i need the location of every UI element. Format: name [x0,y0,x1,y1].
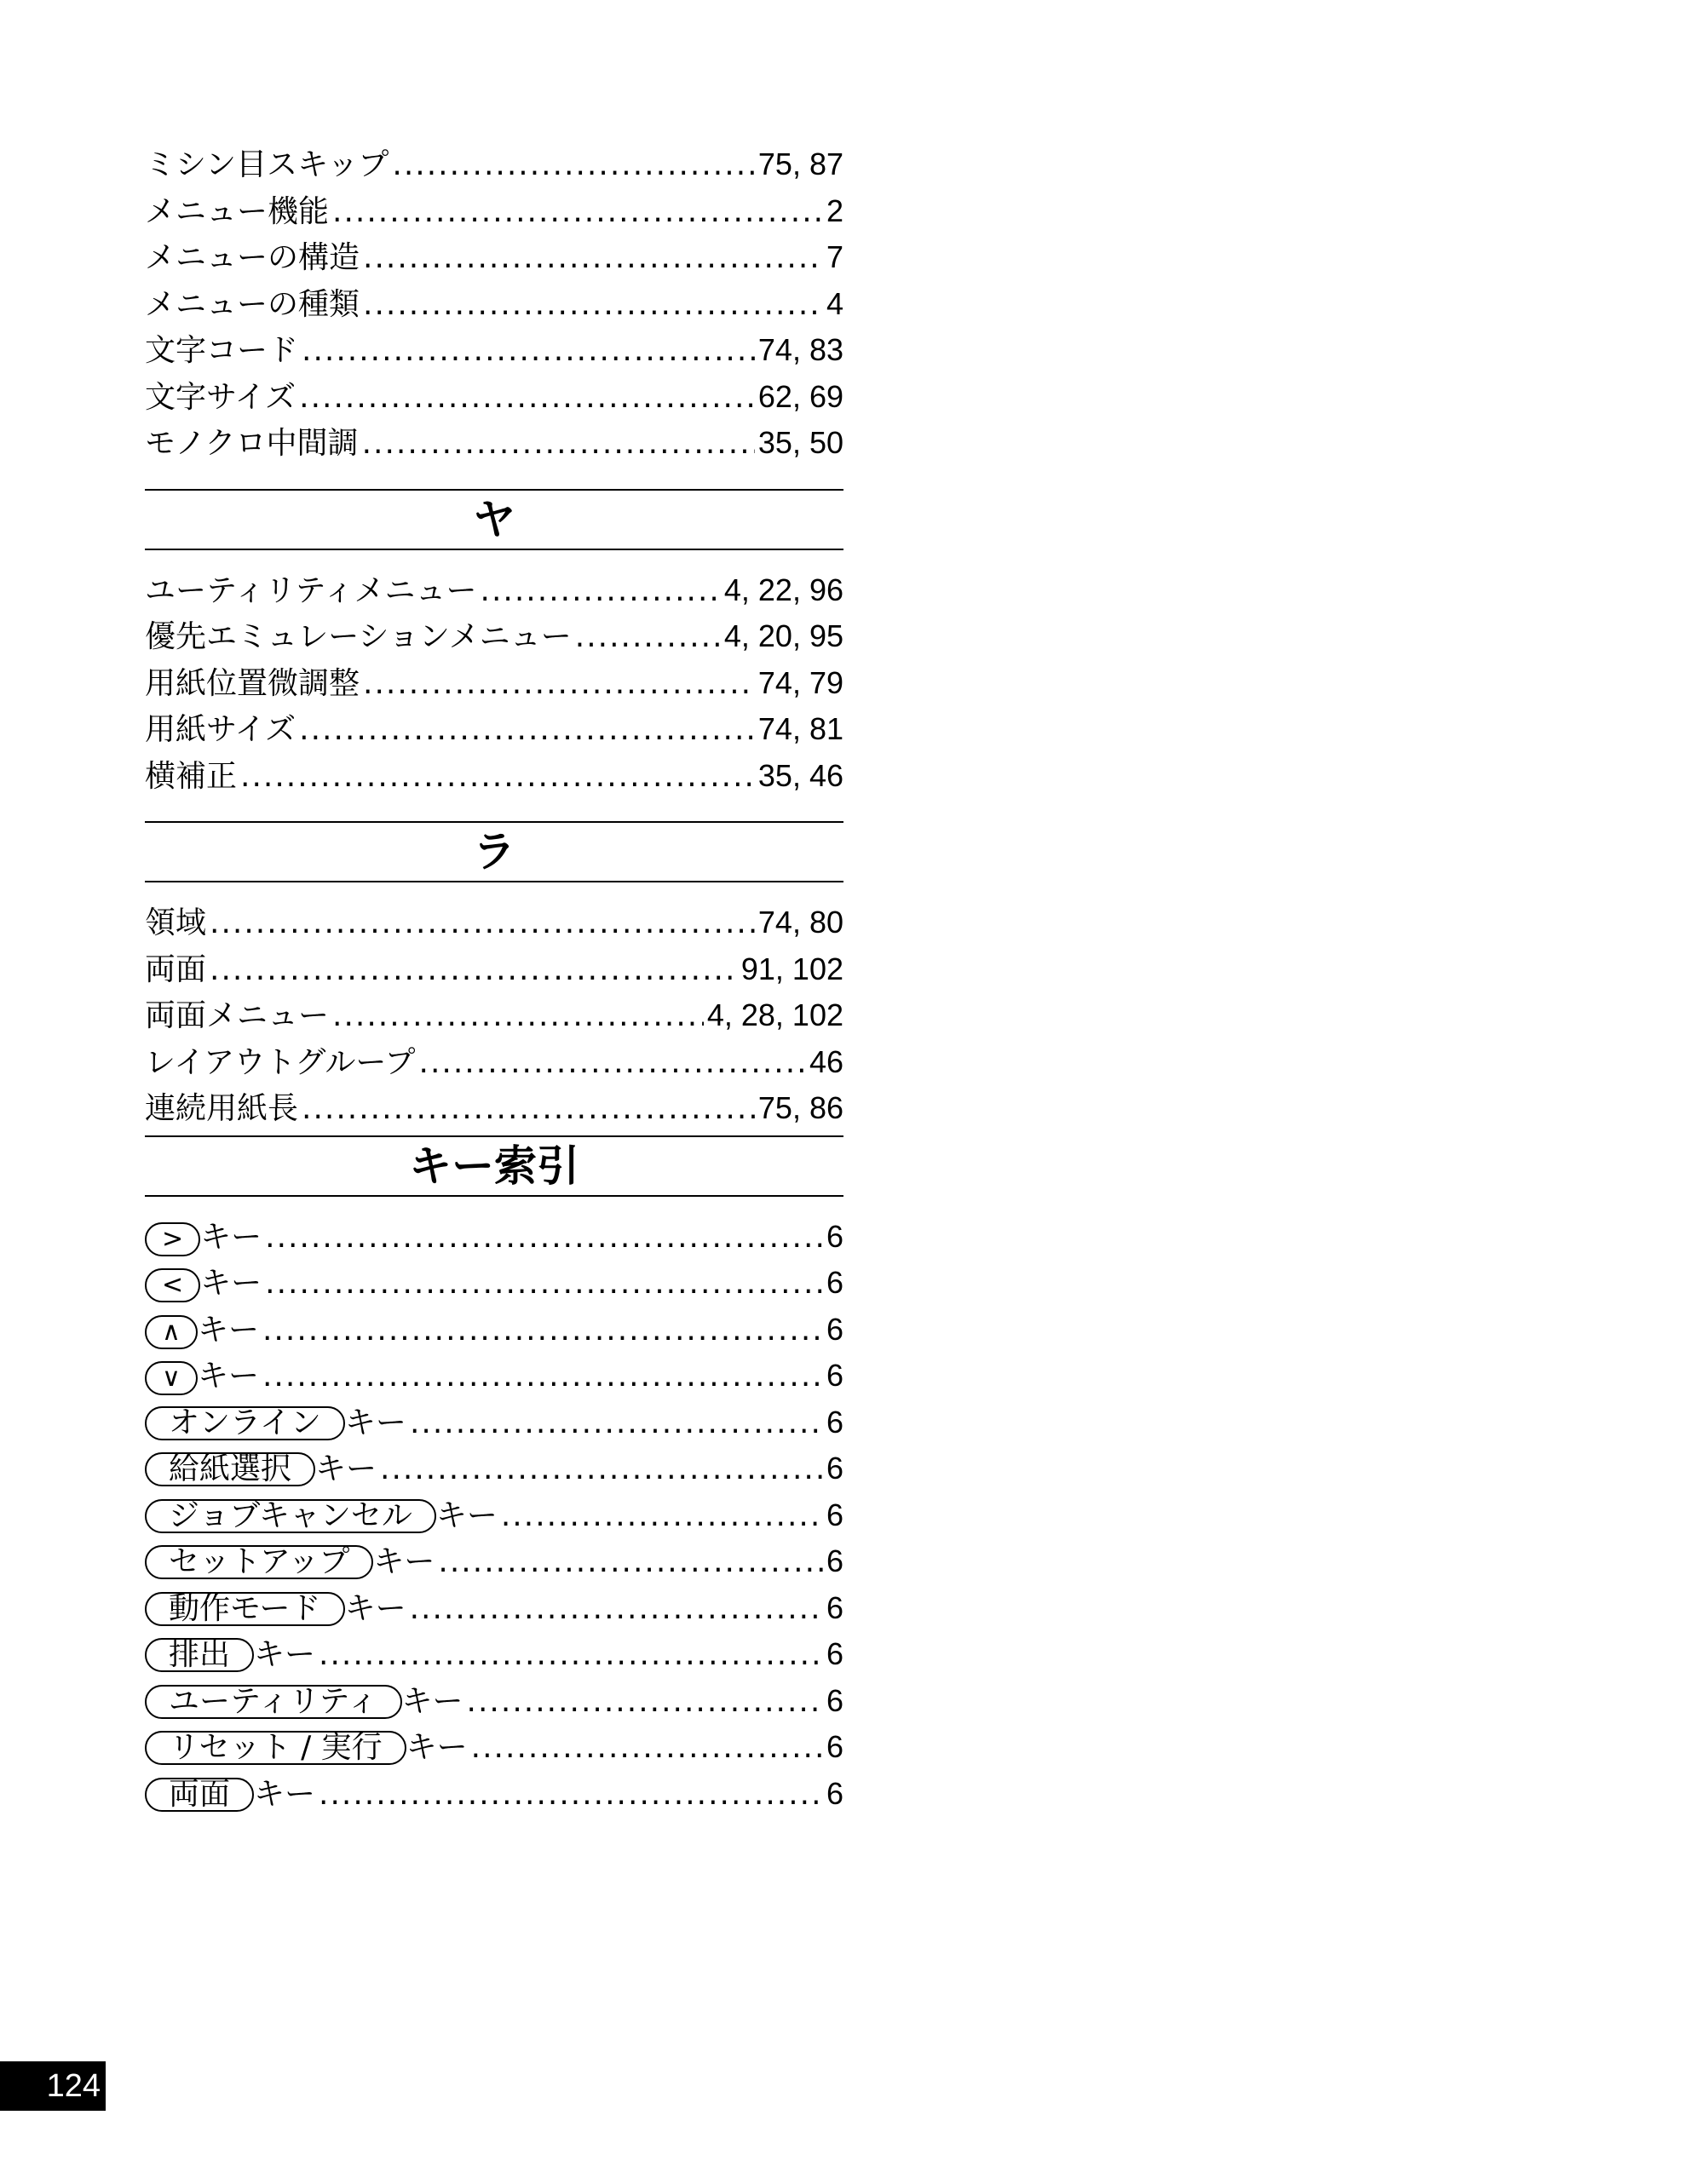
dot-leader [410,1400,823,1447]
key-suffix: キー [197,1359,259,1394]
key-suffix: キー [406,1730,468,1765]
index-pages: 74, 80 [757,905,843,940]
index-list-ya [145,567,843,800]
section-heading-keys: キー索引 [145,1135,843,1197]
key-suffix: キー [401,1683,463,1719]
dot-leader [262,1354,823,1400]
dot-leader [501,1493,823,1540]
key-entry [145,1445,843,1492]
dot-leader [575,614,721,661]
index-pages: 91, 102 [740,951,843,986]
keycap-reset-execute: リセット / 実行 [145,1731,406,1765]
dot-leader [302,1086,755,1133]
key-entry [145,1771,843,1818]
index-list-ra [145,899,843,1132]
key-suffix: キー [344,1590,406,1626]
key-term [145,1772,315,1819]
dot-leader [210,947,738,994]
keycap-right-arrow: > [145,1222,200,1256]
index-pages: 6 [826,1497,843,1532]
index-entry [145,567,843,614]
keycap-eject: 排出 [145,1638,254,1672]
dot-leader [262,1308,823,1354]
keycap-operation-mode: 動作モード [145,1592,345,1626]
index-term: メニューの構造 [145,240,360,275]
key-term [145,1215,262,1262]
index-term: 連続用紙長 [145,1091,299,1126]
key-entry [145,1260,843,1307]
index-entry [145,420,843,467]
dot-leader [299,707,755,754]
index-column [145,141,843,1817]
index-pages: 6 [826,1775,843,1811]
index-entry [145,613,843,660]
dot-leader [332,189,823,236]
key-term [145,1493,498,1540]
keycap-utility: ユーティリティ [145,1685,402,1719]
index-pages: 6 [826,1218,843,1254]
keycap-job-cancel: ジョブキャンセル [145,1499,436,1533]
key-entry [145,1307,843,1354]
key-term [145,1400,406,1447]
index-entry [145,327,843,374]
dot-leader [319,1632,823,1679]
index-entry [145,234,843,281]
key-entry [145,1585,843,1632]
key-index-list [145,1214,843,1818]
index-pages: 6 [826,1451,843,1486]
index-entry [145,141,843,188]
key-term [145,1308,259,1354]
index-term: 領域 [145,905,207,940]
index-pages: 62, 69 [757,378,843,414]
key-term [145,1586,406,1633]
key-suffix: キー [435,1497,498,1533]
dot-leader [392,142,755,189]
dot-leader [240,754,755,801]
dot-leader [467,1679,823,1726]
dot-leader [438,1539,823,1586]
index-pages: 35, 50 [757,425,843,460]
index-pages: 75, 87 [757,147,843,181]
key-entry [145,1631,843,1678]
dot-leader [265,1261,823,1308]
index-entry [145,992,843,1039]
index-term: 両面 [145,951,207,987]
index-pages: 6 [826,1589,843,1625]
index-pages: 6 [826,1311,843,1347]
key-entry [145,1724,843,1771]
key-entry [145,1538,843,1585]
index-pages: 4, 28, 102 [706,997,843,1032]
index-term: モノクロ中間調 [145,426,359,461]
index-term: 横補正 [145,758,238,794]
index-entry [145,1039,843,1086]
dot-leader [265,1215,823,1262]
index-pages: 2 [826,193,843,228]
keycap-down-arrow: ∨ [145,1361,198,1395]
index-entry [145,660,843,707]
key-suffix: キー [315,1451,377,1486]
keycap-up-arrow: ∧ [145,1315,198,1349]
index-term: 優先エミュレーションメニュー [145,619,572,654]
index-pages: 4 [826,285,843,321]
index-term: 文字サイズ [145,379,296,415]
key-suffix: キー [200,1219,262,1255]
key-suffix: キー [373,1544,435,1579]
dot-leader [363,661,755,708]
dot-leader [363,282,823,329]
index-pages: 6 [826,1682,843,1718]
keycap-duplex: 両面 [145,1778,254,1812]
key-suffix: キー [197,1312,259,1348]
dot-leader [299,375,755,422]
key-term [145,1539,435,1586]
key-entry [145,1678,843,1725]
key-entry [145,1214,843,1261]
index-term: 両面メニュー [145,998,330,1033]
section-heading-ya: ヤ [145,489,843,550]
keycap-online: オンライン [145,1406,345,1440]
index-pages: 35, 46 [757,757,843,793]
dot-leader [419,1040,806,1087]
index-term: ミシン目スキップ [145,147,389,182]
index-pages: 4, 20, 95 [723,618,843,653]
index-term: 文字コード [145,333,299,368]
section-heading-ra: ラ [145,821,843,882]
index-term: 用紙位置微調整 [145,665,360,701]
dot-leader [362,421,755,468]
dot-leader [481,568,721,615]
key-suffix: キー [344,1405,406,1440]
index-pages: 6 [826,1543,843,1578]
index-pages: 6 [826,1265,843,1300]
index-list-ma [145,141,843,467]
index-entry [145,706,843,753]
index-entry [145,281,843,328]
dot-leader [302,328,755,375]
key-term [145,1679,463,1726]
index-term: ユーティリティメニュー [145,572,477,608]
index-pages: 4, 22, 96 [723,572,843,607]
key-term [145,1261,262,1308]
index-term: メニュー機能 [145,193,330,229]
dot-leader [471,1725,823,1772]
key-term [145,1632,315,1679]
index-pages: 74, 83 [757,332,843,367]
index-pages: 6 [826,1729,843,1764]
index-pages: 74, 81 [757,711,843,746]
index-entry [145,753,843,800]
index-entry [145,899,843,946]
keycap-left-arrow: < [145,1268,200,1302]
index-entry [145,1085,843,1132]
index-pages: 7 [826,239,843,274]
key-suffix: キー [254,1637,316,1672]
key-term [145,1354,259,1400]
dot-leader [363,235,823,282]
key-entry [145,1492,843,1539]
keycap-setup: セットアップ [145,1545,373,1579]
dot-leader [332,993,704,1040]
index-term: 用紙サイズ [145,712,296,747]
index-term: メニューの種類 [145,286,360,322]
key-term [145,1446,377,1493]
index-entry [145,946,843,993]
key-suffix: キー [200,1266,262,1301]
keycap-paper-select: 給紙選択 [145,1452,315,1486]
index-entry [145,188,843,235]
dot-leader [410,1586,823,1633]
key-entry [145,1353,843,1399]
key-entry [145,1399,843,1446]
page-number: 124 [0,2061,106,2111]
index-entry [145,374,843,421]
key-term [145,1725,468,1772]
index-pages: 6 [826,1404,843,1440]
index-pages: 74, 79 [757,664,843,700]
index-pages: 6 [826,1636,843,1671]
dot-leader [319,1772,823,1819]
index-pages: 46 [809,1043,843,1079]
dot-leader [380,1446,823,1493]
key-suffix: キー [254,1776,316,1812]
index-pages: 6 [826,1358,843,1393]
index-pages: 75, 86 [757,1090,843,1125]
index-term: レイアウトグループ [145,1044,416,1080]
dot-leader [210,900,755,947]
